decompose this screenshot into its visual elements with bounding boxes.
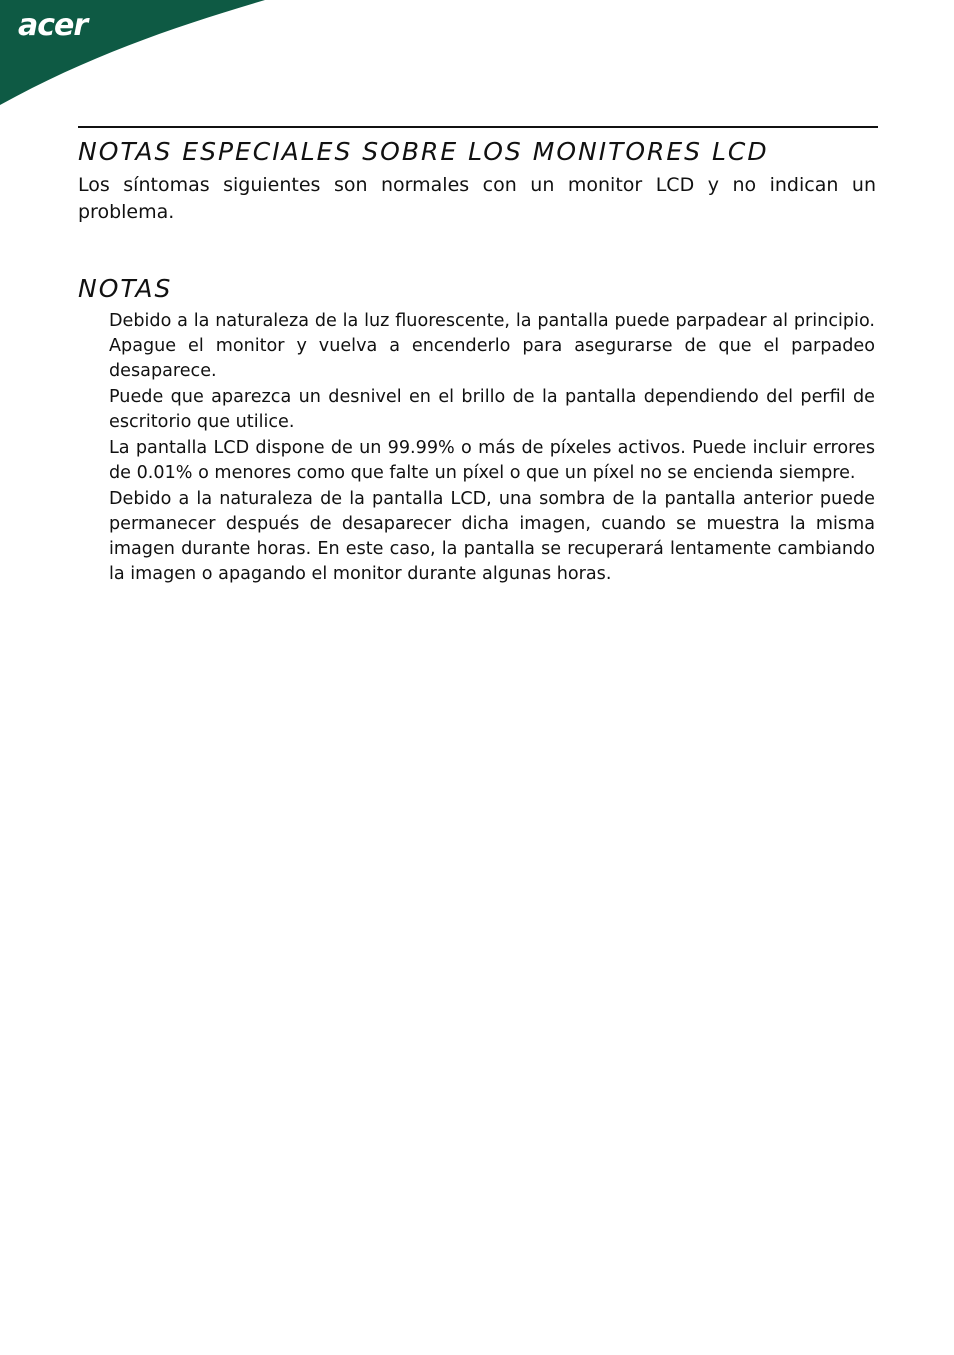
section-title-notes: NOTAS: [78, 274, 173, 303]
header-divider: [78, 126, 878, 128]
acer-logo: acer: [18, 8, 88, 43]
acer-logo-banner: [0, 0, 270, 110]
intro-paragraph: Los síntomas siguientes son normales con un monitor LCD y no indican un problema.: [78, 174, 876, 223]
note-item: Debido a la naturaleza de la pantalla LCD, una sombra de la pantalla anterior puede permanecer después de desaparecer dicha imagen, cuando se muestra la misma imagen durante horas. En este caso, la pantalla se recuperará lentamente cambiando la imagen o apagando el monitor durante algunas horas.: [109, 489, 875, 584]
notes-list: [109, 309, 875, 588]
note-item: Puede que aparezca un desnivel en el brillo de la pantalla dependiendo del perfil de escritorio que utilice.: [109, 387, 875, 432]
note-item: La pantalla LCD dispone de un 99.99% o más de píxeles activos. Puede incluir errores de 0.01% o menores como que falte un píxel o que un píxel no se encienda siempre.: [109, 438, 875, 483]
note-item: Debido a la naturaleza de la luz fluorescente, la pantalla puede parpadear al principio. Apague el monitor y vuelva a encenderlo para asegurarse de que el parpadeo desaparece.: [109, 311, 875, 381]
section-title-lcd-notes: NOTAS ESPECIALES SOBRE LOS MONITORES LCD: [78, 137, 769, 166]
